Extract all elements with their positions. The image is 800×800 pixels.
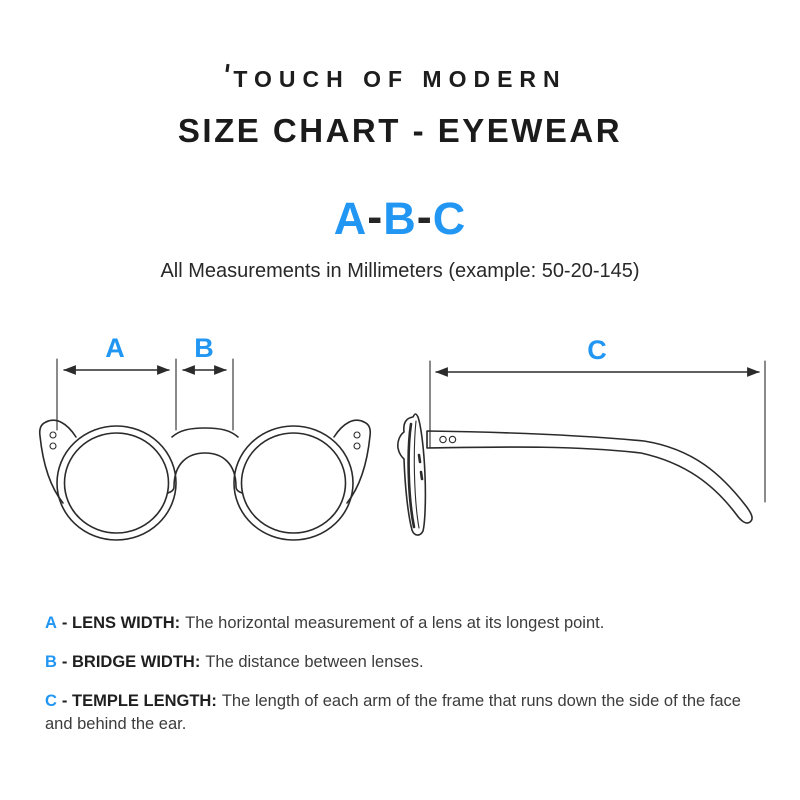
bridge-keyhole-arch <box>168 453 242 493</box>
lens-right-outer <box>234 426 353 540</box>
formula-dash: - <box>416 191 433 242</box>
frame-profile-shading-tick <box>419 455 420 462</box>
front-view-drawing <box>40 333 371 540</box>
rivet-icon <box>50 432 56 438</box>
measure-a-label: A <box>105 333 125 363</box>
temple-arm-outline <box>427 431 752 523</box>
definition-term: - TEMPLE LENGTH: <box>61 692 217 710</box>
frame-profile-shading-tick <box>421 472 422 479</box>
definition-description: The horizontal measurement of a lens at its longest point. <box>185 614 605 632</box>
definition-term: - LENS WIDTH: <box>61 614 181 632</box>
formula-letter-a: A <box>333 193 368 244</box>
definition-temple-length <box>45 690 761 736</box>
definition-term: - BRIDGE WIDTH: <box>61 653 201 671</box>
bridge-top-edge <box>172 428 238 437</box>
lens-left-outer <box>57 426 176 540</box>
measure-c-label: C <box>587 335 607 365</box>
definition-bridge-width <box>45 651 761 674</box>
endpiece-right-outer-edge <box>347 422 370 503</box>
definition-description: The distance between lenses. <box>205 653 424 671</box>
frame-profile-inner-line <box>414 421 419 528</box>
rivet-icon <box>50 443 56 449</box>
rivet-icon <box>354 443 360 449</box>
rivet-icon <box>440 436 446 442</box>
frame-profile-lens-edge <box>409 424 414 527</box>
definition-letter: A <box>45 614 57 632</box>
formula-dash: - <box>367 191 384 242</box>
formula-letter-c: C <box>432 193 467 244</box>
definition-letter: B <box>45 653 57 671</box>
rivet-icon <box>449 436 455 442</box>
logo-tick-mark <box>226 64 230 72</box>
rivet-icon <box>354 432 360 438</box>
definition-lens-width <box>45 612 761 635</box>
eyewear-diagram <box>0 325 800 595</box>
side-view-drawing <box>398 335 765 535</box>
lens-right-inner <box>242 433 346 533</box>
definition-letter: C <box>45 692 57 710</box>
page-title: SIZE CHART - EYEWEAR <box>177 112 623 149</box>
definition-description: The length of each arm of the frame that runs down the side of the face and behind the ear. <box>45 692 741 734</box>
measurement-subtitle: All Measurements in Millimeters (example: 50-20-145) <box>160 260 640 282</box>
brand-logo-text: TOUCH OF MODERN <box>233 66 567 92</box>
formula-letter-b: B <box>383 193 417 244</box>
endpiece-left-outer-edge <box>40 422 63 503</box>
eyewear-diagram-svg <box>0 325 800 595</box>
lens-left-inner <box>65 433 169 533</box>
brand-logo <box>0 66 800 93</box>
measurement-formula <box>0 193 800 245</box>
measure-b-label: B <box>194 333 214 363</box>
